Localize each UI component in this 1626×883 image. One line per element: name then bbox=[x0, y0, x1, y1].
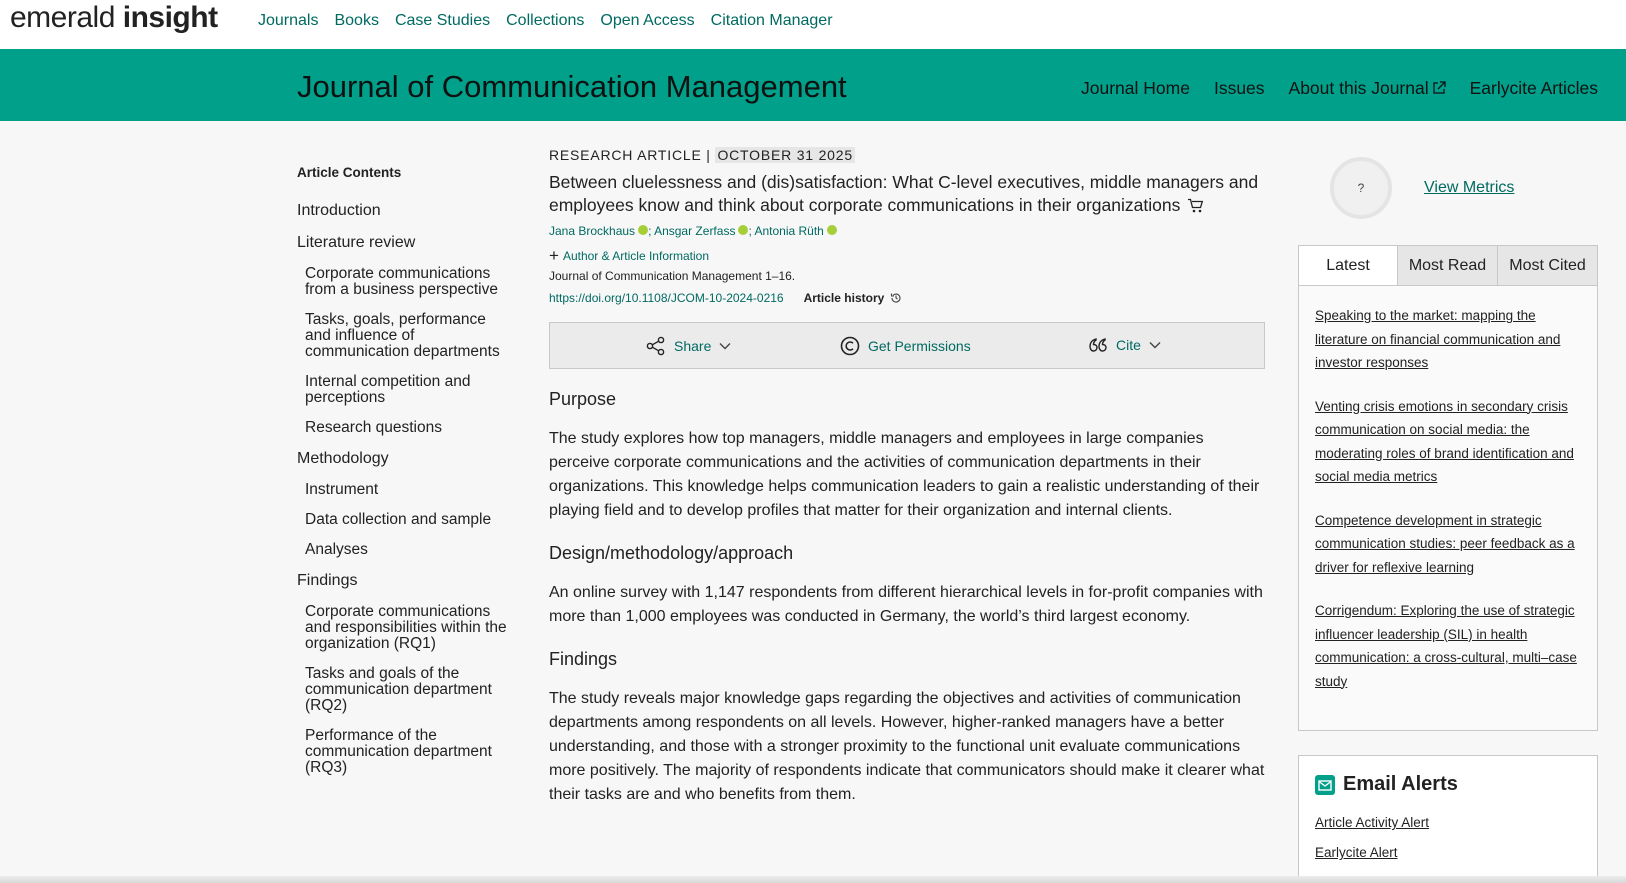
emerald-insight-logo[interactable] bbox=[10, 0, 218, 36]
chevron-down-icon bbox=[719, 342, 731, 350]
chevron-down-icon bbox=[1149, 341, 1161, 349]
article-activity-alert-link[interactable]: Article Activity Alert bbox=[1315, 815, 1430, 830]
article-lists-tabs bbox=[1299, 246, 1597, 286]
doi-row bbox=[549, 290, 1267, 306]
toc-item-findings[interactable]: Findings bbox=[297, 572, 358, 589]
nav-case-studies[interactable]: Case Studies bbox=[394, 12, 491, 29]
article-lists-panel bbox=[1298, 245, 1598, 731]
share-label: Share bbox=[674, 338, 712, 354]
article-history-label: Article history bbox=[803, 291, 885, 305]
journal-nav-about[interactable] bbox=[1289, 76, 1446, 100]
top-navigation-bar bbox=[0, 0, 1626, 49]
latest-article-link[interactable]: Venting crisis emotions in secondary crisis communication on social media: the moderating roles of brand identification and social media metrics bbox=[1315, 398, 1574, 484]
publication-date: OCTOBER 31 2025 bbox=[717, 147, 853, 163]
section-text-findings: The study reveals major knowledge gaps regarding the objectives and activities of communication departments among respondents on all levels. However, higher-ranked managers have a better understanding, and those with a stronger proximity to the functional unit evaluate communications more positively. The majority of respondents indicate that communicators should make it clearer what their tasks are and who benefits from them. bbox=[549, 690, 1265, 803]
metrics-widget bbox=[1330, 157, 1514, 219]
author-list: Jana Brockhaus ; Ansgar Zerfass ; Antonia Rüth bbox=[549, 223, 1267, 239]
orcid-icon[interactable] bbox=[738, 225, 748, 235]
author-link[interactable]: Jana Brockhaus bbox=[549, 224, 636, 238]
logo-text-bold: insight bbox=[122, 1, 218, 34]
email-alerts-panel bbox=[1298, 755, 1598, 883]
journal-nav-home-label: Journal Home bbox=[1081, 78, 1190, 98]
toc-item-analyses[interactable]: Analyses bbox=[305, 541, 368, 558]
main-nav bbox=[258, 10, 849, 32]
tab-most-cited[interactable]: Most Cited bbox=[1497, 246, 1597, 285]
nav-journals[interactable]: Journals bbox=[258, 12, 319, 29]
journal-nav-issues[interactable] bbox=[1214, 76, 1265, 100]
nav-collections[interactable]: Collections bbox=[506, 12, 585, 29]
journal-nav-issues-label: Issues bbox=[1213, 78, 1265, 98]
toc-item-tasks-goals[interactable]: Tasks, goals, performance and influence of communication departments bbox=[305, 311, 500, 360]
nav-books[interactable]: Books bbox=[334, 12, 379, 29]
article-contents bbox=[297, 164, 507, 790]
meta-separator: | bbox=[706, 147, 711, 163]
toc-item-rq2[interactable]: Tasks and goals of the communication department (RQ2) bbox=[305, 665, 492, 714]
journal-nav-earlycite-label: Earlycite Articles bbox=[1469, 78, 1598, 98]
journal-banner bbox=[0, 49, 1626, 121]
orcid-icon[interactable] bbox=[638, 225, 648, 235]
article-title-text: Between cluelessness and (dis)satisfaction: What C-level executives, middle managers and employees know and think about corporate communications in their organizations bbox=[549, 172, 1259, 215]
author-article-info-toggle[interactable] bbox=[549, 248, 1267, 264]
journal-title: Journal of Communication Management bbox=[297, 69, 847, 104]
tab-latest[interactable]: Latest bbox=[1299, 246, 1397, 285]
latest-article-link[interactable]: Speaking to the market: mapping the literature on financial communication and investor responses bbox=[1315, 308, 1561, 370]
article-title bbox=[549, 171, 1267, 217]
orcid-icon[interactable] bbox=[827, 225, 837, 235]
journal-nav-earlycite[interactable] bbox=[1470, 76, 1598, 100]
section-heading-purpose: Purpose bbox=[549, 389, 617, 409]
toc-item-rq1[interactable]: Corporate communications and responsibilities within the organization (RQ1) bbox=[305, 603, 507, 652]
cart-icon[interactable] bbox=[1187, 198, 1204, 213]
tab-most-read[interactable]: Most Read bbox=[1397, 246, 1497, 285]
quote-icon bbox=[1088, 336, 1108, 354]
section-heading-findings: Findings bbox=[549, 649, 618, 669]
author-link[interactable]: Antonia Rüth bbox=[754, 224, 824, 238]
bottom-edge-shadow bbox=[0, 876, 1626, 883]
copyright-icon bbox=[840, 336, 860, 356]
cite-label: Cite bbox=[1116, 337, 1141, 353]
section-text-purpose: The study explores how top managers, middle managers and employees in large companies perceive corporate communications and the activities of communication departments in their organizations. This knowledge helps communication leaders to gain a realistic understanding of their playing field and to develop profiles that matter for their organization and internal clients. bbox=[549, 430, 1260, 519]
section-text-design: An online survey with 1,147 respondents from different hierarchical levels in for-profit companies with more than 1,000 employees was conducted in Germany, the world’s third largest economy. bbox=[549, 584, 1263, 625]
article-meta bbox=[549, 146, 1267, 164]
article-contents-heading: Article Contents bbox=[297, 165, 402, 180]
view-metrics-link[interactable]: View Metrics bbox=[1424, 179, 1515, 196]
share-button[interactable] bbox=[646, 336, 731, 356]
article-action-bar bbox=[549, 322, 1265, 369]
toc-item-introduction[interactable]: Introduction bbox=[297, 202, 381, 219]
journal-nav-about-label: About this Journal bbox=[1288, 78, 1429, 98]
logo-text-thin: emerald bbox=[10, 1, 115, 34]
article-history-toggle[interactable] bbox=[804, 291, 903, 305]
section-heading-design: Design/methodology/approach bbox=[549, 543, 794, 563]
altmetric-badge[interactable]: ? bbox=[1330, 157, 1392, 219]
toc-item-methodology[interactable]: Methodology bbox=[297, 450, 389, 467]
envelope-icon bbox=[1315, 775, 1335, 795]
get-permissions-button[interactable] bbox=[840, 336, 971, 356]
article-main bbox=[549, 146, 1267, 807]
plus-icon: + bbox=[549, 246, 559, 265]
nav-open-access[interactable]: Open Access bbox=[600, 12, 695, 29]
latest-articles-list bbox=[1299, 286, 1597, 693]
external-link-icon bbox=[1432, 81, 1446, 95]
doi-link[interactable]: https://doi.org/10.1108/JCOM-10-2024-0216 bbox=[549, 291, 784, 305]
history-icon bbox=[890, 292, 902, 304]
author-article-info-label: Author & Article Information bbox=[562, 249, 710, 263]
latest-article-link[interactable]: Competence development in strategic communication studies: peer feedback as a driver for reflexive learning bbox=[1315, 512, 1575, 575]
toc-item-rq3[interactable]: Performance of the communication department (RQ3) bbox=[305, 727, 492, 776]
toc-item-internal-competition[interactable]: Internal competition and perceptions bbox=[305, 373, 471, 406]
toc-item-literature-review[interactable]: Literature review bbox=[297, 234, 416, 251]
email-alerts-header bbox=[1315, 773, 1597, 796]
email-alerts-heading: Email Alerts bbox=[1343, 773, 1458, 795]
toc-item-instrument[interactable]: Instrument bbox=[305, 481, 379, 498]
latest-article-link[interactable]: Corrigendum: Exploring the use of strategic influencer leadership (SIL) in health communication: a cross-cultural, multi–case study bbox=[1315, 603, 1577, 689]
article-type: RESEARCH ARTICLE bbox=[549, 147, 702, 163]
toc-item-data-collection[interactable]: Data collection and sample bbox=[305, 511, 492, 528]
toc-item-research-questions[interactable]: Research questions bbox=[305, 419, 442, 436]
journal-nav-home[interactable] bbox=[1081, 76, 1190, 100]
cite-button[interactable] bbox=[1088, 336, 1161, 354]
citation-line: Journal of Communication Management 1–16. bbox=[549, 269, 796, 283]
share-icon bbox=[646, 336, 666, 356]
earlycite-alert-link[interactable]: Earlycite Alert bbox=[1315, 845, 1398, 860]
journal-nav bbox=[1057, 76, 1598, 100]
author-link[interactable]: Ansgar Zerfass bbox=[654, 224, 736, 238]
nav-citation-manager[interactable]: Citation Manager bbox=[710, 12, 833, 29]
get-permissions-label: Get Permissions bbox=[868, 338, 971, 354]
toc-item-corporate-communications-business[interactable]: Corporate communications from a business perspective bbox=[305, 265, 498, 298]
